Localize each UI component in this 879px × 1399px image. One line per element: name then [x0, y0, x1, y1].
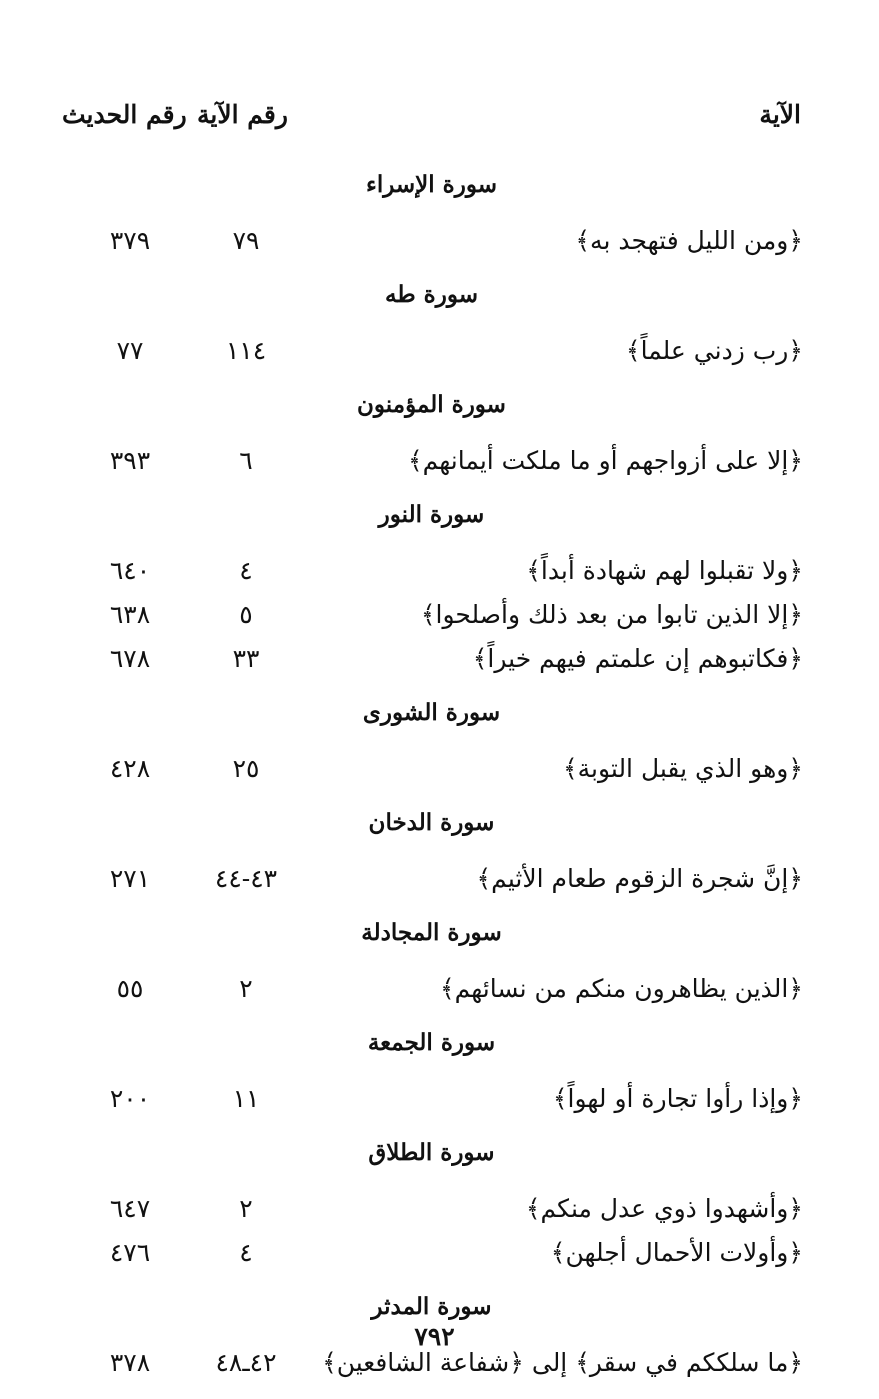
- surah-group: [0, 387, 879, 483]
- verse-text: ﴿وأولات الأحمال أجلهن﴾: [550, 1238, 803, 1267]
- surah-title: سورة الجمعة: [367, 1029, 496, 1056]
- ayah-number: ٢: [239, 974, 253, 1003]
- verse-text: ﴿وإذا رأوا تجارة أو لهواً﴾: [552, 1084, 803, 1113]
- verse-entry: [0, 439, 879, 483]
- ayah-number: ٢: [239, 1194, 253, 1223]
- ayah-number: ٤: [239, 1238, 253, 1267]
- verse-text: ﴿فكاتبوهم إن علمتم فيهم خيراً﴾: [472, 644, 803, 673]
- hadith-number: ٣٧٩: [109, 226, 151, 255]
- hadith-number: ٢٧١: [109, 864, 151, 893]
- verse-entry: [0, 593, 879, 637]
- surah-group: [0, 915, 879, 1011]
- hadith-number: ٦٤٠: [109, 556, 151, 585]
- surah-group: [0, 277, 879, 373]
- hadith-number: ٦٤٧: [109, 1194, 151, 1223]
- ayah-number: ٦: [239, 446, 253, 475]
- surah-title: سورة المدثر: [371, 1293, 492, 1320]
- verse-text: ﴿ومن الليل فتهجد به﴾: [575, 226, 803, 255]
- verse-entry: [0, 967, 879, 1011]
- verse-text: ﴿ما سلككم في سقر﴾ إلى ﴿شفاعة الشافعين﴾: [322, 1348, 803, 1377]
- ayah-number: ١١٤: [225, 336, 267, 365]
- surah-group: [0, 497, 879, 681]
- verse-entry: [0, 549, 879, 593]
- hadith-number: ٦٧٨: [109, 644, 151, 673]
- verse-index-list: [0, 165, 879, 1399]
- verse-entry: [0, 747, 879, 791]
- verse-text: ﴿إلا على أزواجهم أو ما ملكت أيمانهم﴾: [407, 446, 803, 475]
- verse-entry: [0, 329, 879, 373]
- surah-group: [0, 1135, 879, 1275]
- hadith-number: ٣٧٨: [109, 1348, 151, 1377]
- hadith-number: ٤٧٦: [109, 1238, 151, 1267]
- surah-title: سورة الدخان: [368, 809, 495, 836]
- verse-text: ﴿الذين يظاهرون منكم من نسائهم﴾: [439, 974, 803, 1003]
- surah-group: [0, 1025, 879, 1121]
- header-ayah: الآية: [759, 100, 801, 129]
- verse-entry: [0, 219, 879, 263]
- header-hadith-number: رقم الحديث: [62, 100, 187, 129]
- verse-text: ﴿رب زدني علماً﴾: [625, 336, 803, 365]
- ayah-number: ٧٩: [232, 226, 260, 255]
- verse-entry: [0, 1077, 879, 1121]
- ayah-number: ٥: [239, 600, 253, 629]
- surah-title: سورة المؤمنون: [357, 391, 506, 418]
- ayah-number: ٢٥: [232, 754, 260, 783]
- ayah-number: ٤٢ـ٤٨: [215, 1348, 277, 1377]
- page-number: ٧٩٢: [414, 1322, 455, 1351]
- surah-title: سورة طه: [385, 281, 478, 308]
- hadith-number: ٦٣٨: [109, 600, 151, 629]
- hadith-number: ٢٠٠: [109, 1084, 151, 1113]
- verse-text: ﴿إنَّ شجرة الزقوم طعام الأثيم﴾: [476, 864, 803, 893]
- verse-entry: [0, 1187, 879, 1231]
- verse-text: ﴿وهو الذي يقبل التوبة﴾: [562, 754, 803, 783]
- verse-entry: [0, 1231, 879, 1275]
- hadith-number: ٥٥: [116, 974, 144, 1003]
- surah-title: سورة الطلاق: [368, 1139, 495, 1166]
- hadith-number: ٤٢٨: [109, 754, 151, 783]
- ayah-number: ٣٣: [232, 644, 260, 673]
- hadith-number: ٣٩٣: [109, 446, 151, 475]
- surah-group: [0, 695, 879, 791]
- verse-text: ﴿إلا الذين تابوا من بعد ذلك وأصلحوا﴾: [420, 600, 803, 629]
- verse-entry: [0, 637, 879, 681]
- ayah-number: ١١: [232, 1084, 260, 1113]
- surah-title: سورة النور: [378, 501, 485, 528]
- column-header-row: [0, 100, 879, 140]
- surah-group: [0, 167, 879, 263]
- surah-title: سورة الإسراء: [366, 171, 497, 198]
- surah-title: سورة الشورى: [362, 699, 501, 726]
- surah-group: [0, 805, 879, 901]
- verse-text: ﴿وأشهدوا ذوي عدل منكم﴾: [525, 1194, 803, 1223]
- verse-text: ﴿ولا تقبلوا لهم شهادة أبداً﴾: [526, 556, 803, 585]
- header-ayah-number: رقم الآية: [197, 100, 288, 129]
- ayah-number: ٤٣-٤٤: [214, 864, 278, 893]
- hadith-number: ٧٧: [116, 336, 144, 365]
- ayah-number: ٤: [239, 556, 253, 585]
- verse-entry: [0, 857, 879, 901]
- surah-title: سورة المجادلة: [361, 919, 502, 946]
